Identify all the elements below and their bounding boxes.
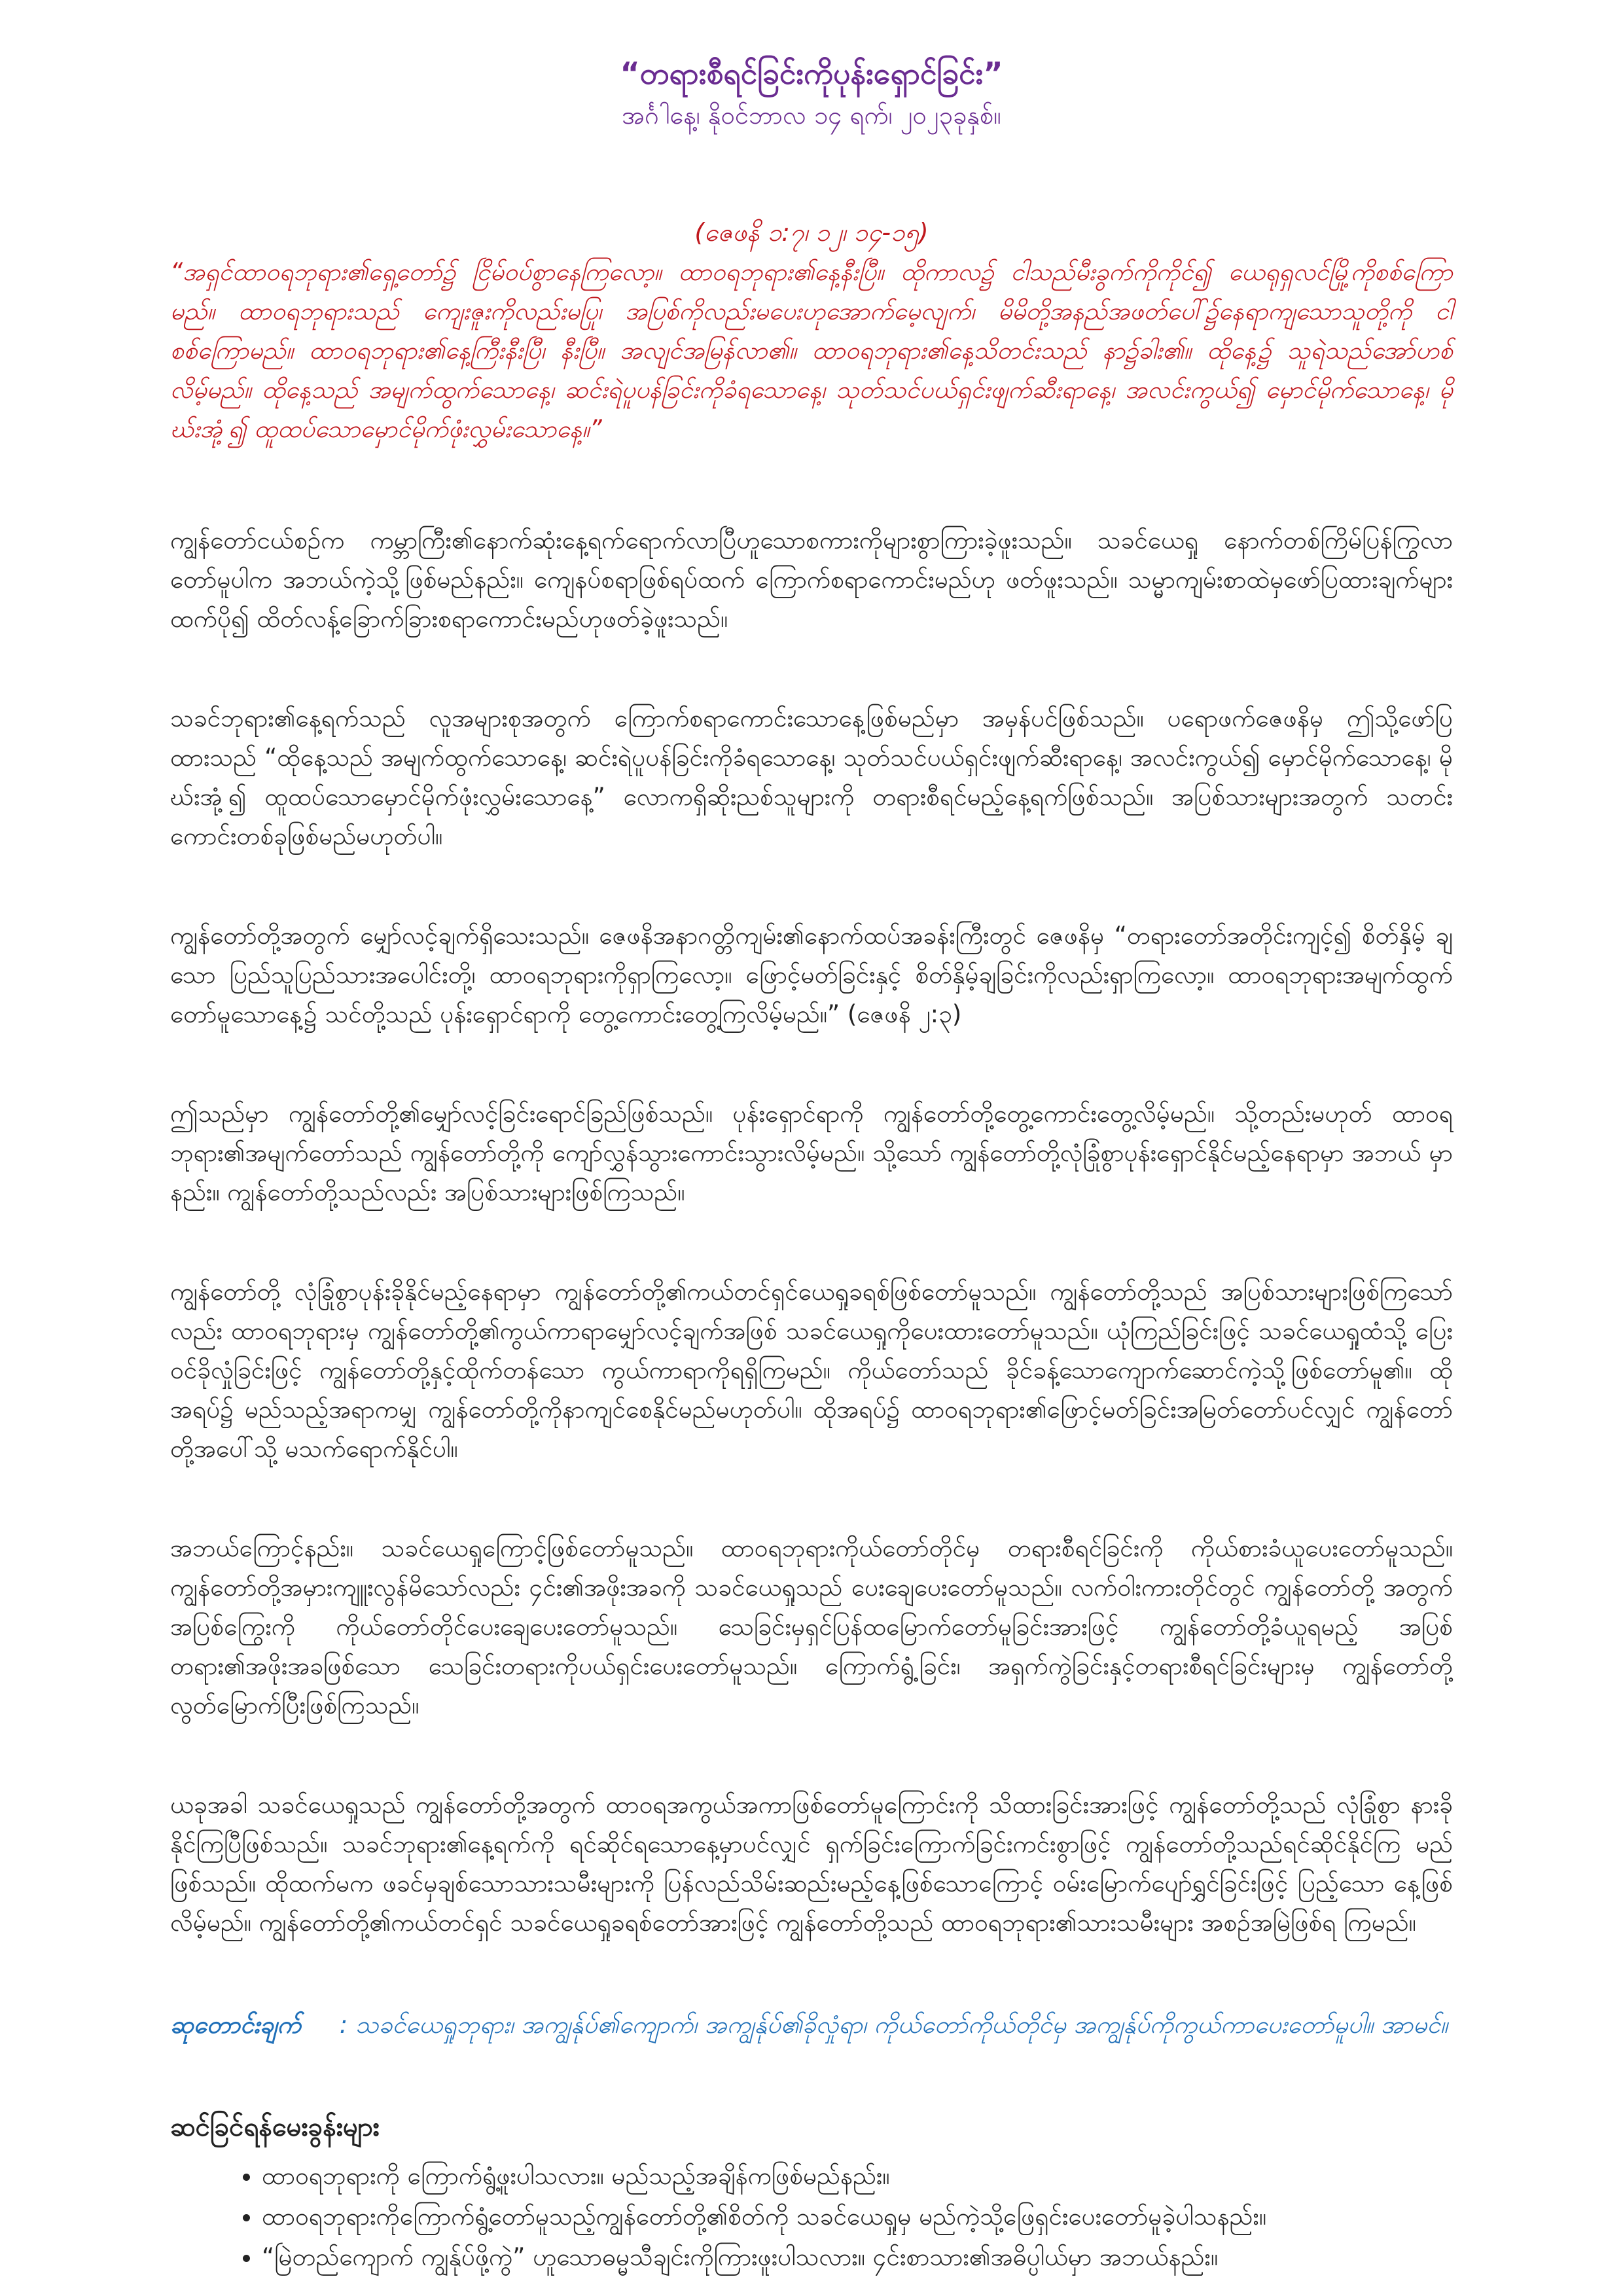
body-paragraph-4: ဤသည်မှာ ကျွန်တော်တို့၏မျှော်လင့်ခြင်းရောင်ခြည်ဖြစ်သည်။ ပုန်းရှောင်ရာကို ကျွန်တော်တို့တွေ့ကောင်းတွေ့လိမ့်မည်။ သို့တည်းမဟုတ် ထာဝရ ဘုရား၏အမျက်တော်သည် ကျွန်တော်တို့ကို ကျော်လွှန်သွားကောင်းသွားလိမ့်မည်။ သို့သော် ကျွန်တော်တို့လုံခြုံစွာပုန်းရှောင်နိုင်မည့်နေရာမှာ အဘယ် မှာနည်း။ ကျွန်တော်တို့သည်လည်း အပြစ်သားများဖြစ်ကြသည်။	[170, 1100, 1453, 1206]
question-item-2: • ထာဝရဘုရားကိုကြောက်ရွံ့တော်မူသည့်ကျွန်တော်တို့၏စိတ်ကို သခင်ယေရှုမှ မည်ကဲ့သို့ဖြေရှင်းပေးတော်မူခဲ့ပါသနည်း။	[262, 2197, 1453, 2237]
prayer-summary	[170, 2005, 1453, 2045]
prayer-label: ဆုတောင်းချက်	[170, 2011, 301, 2039]
date-line: အင်္ဂါနေ့၊ နိုဝင်ဘာလ ၁၄ ရက်၊ ၂၀၂၃ခုနှစ်။	[622, 101, 1001, 130]
body-paragraph-6: အဘယ်ကြောင့်နည်း။ သခင်ယေရှုကြောင့်ဖြစ်တော်မူသည်။ ထာဝရဘုရားကိုယ်တော်တိုင်မှ တရားစီရင်ခြင်းကို ကိုယ်စားခံယူပေးတော်မူသည်။ ကျွန်တော်တို့အမှားကျူးလွန်မိသော်လည်း ၄င်း၏အဖိုးအခကို သခင်ယေရှုသည် ပေးချေပေးတော်မူသည်။ လက်ဝါးကားတိုင်တွင် ကျွန်တော်တို့ အတွက်အပြစ်ကြွေးကို ကိုယ်တော်တိုင်ပေးချေပေးတော်မူသည်။ သေခြင်းမှရှင်ပြန်ထမြောက်တော်မူခြင်းအားဖြင့် ကျွန်တော်တို့ခံယူရမည့် အပြစ် တရား၏အဖိုးအခဖြစ်သော သေခြင်းတရားကိုပယ်ရှင်းပေးတော်မူသည်။ ကြောက်ရွံ့ခြင်း၊ အရှက်ကွဲခြင်းနှင့်တရားစီရင်ခြင်းများမှ ကျွန်တော်တို့ လွတ်မြောက်ပြီးဖြစ်ကြသည်။	[170, 1534, 1453, 1719]
question-item-3: • “မြဲတည်ကျောက် ကျွန်ုပ်ဖို့ကွဲ” ဟူသောဓမ္မသီချင်းကိုကြားဖူးပါသလား။ ၄င်းစာသား၏အဓိပ္ပါယ်မှာ အဘယ်နည်း။	[262, 2237, 1453, 2278]
scripture-reference: (ဇေဖနိ ၁:၇၊ ၁၂၊ ၁၄-၁၅)	[694, 218, 929, 247]
body-paragraph-2: သခင်ဘုရား၏နေ့ရက်သည် လူအများစုအတွက် ကြောက်စရာကောင်းသောနေ့ဖြစ်မည်မှာ အမှန်ပင်ဖြစ်သည်။ ပရောဖက်ဇေဖနိမှ ဤသို့ဖော်ပြ ထားသည် “ထိုနေ့သည် အမျက်ထွက်သောနေ့၊ ဆင်းရဲပူပန်ခြင်းကိုခံရသောနေ့၊ သုတ်သင်ပယ်ရှင်းဖျက်ဆီးရာနေ့၊ အလင်းကွယ်၍ မှောင်မိုက်သောနေ့၊ မိုဃ်းအုံ့၍ ထူထပ်သောမှောင်မိုက်ဖုံးလွှမ်းသောနေ့” လောကရှိဆိုးညစ်သူများကို တရားစီရင်မည့်နေ့ရက်ဖြစ်သည်။ အပြစ်သားများအတွက် သတင်း ကောင်းတစ်ခုဖြစ်မည်မဟုတ်ပါ။	[170, 704, 1453, 850]
question-item-1: • ထာဝရဘုရားကို ကြောက်ရွံ့ဖူးပါသလား။ မည်သည့်အချိန်ကဖြစ်မည်နည်း။	[262, 2156, 1453, 2197]
questions-heading: ဆင်ခြင်ရန်မေးခွန်းများ	[170, 2112, 380, 2142]
page-title: “တရားစီရင်ခြင်းကိုပုန်းရှောင်ခြင်း”	[620, 56, 1003, 91]
questions-list	[170, 2156, 1453, 2278]
body-paragraph-1: ကျွန်တော်ငယ်စဉ်က ကမ္ဘာကြီး၏နောက်ဆုံးနေ့ရက်ရောက်လာပြီဟူသောစကားကိုများစွာကြားခဲ့ဖူးသည်။ သခင်ယေရှု နောက်တစ်ကြိမ်ပြန်ကြွလာ တော်မူပါက အဘယ်ကဲ့သို့ဖြစ်မည်နည်း။ ကျေနပ်စရာဖြစ်ရပ်ထက် ကြောက်စရာကောင်းမည်ဟု ဖတ်ဖူးသည်။ သမ္မာကျမ်းစာထဲမှဖော်ပြထားချက်များ ထက်ပို၍ ထိတ်လန့်ခြောက်ခြားစရာကောင်းမည်ဟုဖတ်ခဲ့ဖူးသည်။	[170, 526, 1453, 633]
body-paragraph-5: ကျွန်တော်တို့ လုံခြုံစွာပုန်းခိုနိုင်မည့်နေရာမှာ ကျွန်တော်တို့၏ကယ်တင်ရှင်ယေရှုခရစ်ဖြစ်တော်မူသည်။ ကျွန်တော်တို့သည် အပြစ်သားများဖြစ်ကြသော် လည်း ထာဝရဘုရားမှ ကျွန်တော်တို့၏ကွယ်ကာရာမျှော်လင့်ချက်အဖြစ် သခင်ယေရှုကိုပေးထားတော်မူသည်။ ယုံကြည်ခြင်းဖြင့် သခင်ယေရှုထံသို့ ပြေးဝင်ခိုလှုံခြင်းဖြင့် ကျွန်တော်တို့နှင့်ထိုက်တန်သော ကွယ်ကာရာကိုရရှိကြမည်။ ကိုယ်တော်သည် ခိုင်ခန့်သောကျောက်ဆောင်ကဲ့သို့ဖြစ်တော်မူ၏။ ထိုအရပ်၌ မည်သည့်အရာကမျှ ကျွန်တော်တို့ကိုနာကျင်စေနိုင်မည်မဟုတ်ပါ။ ထိုအရပ်၌ ထာဝရဘုရား၏ဖြောင့်မတ်ခြင်းအမြတ်တော်ပင်လျှင် ကျွန်တော်တို့အပေါ်သို့ မသက်ရောက်နိုင်ပါ။	[170, 1278, 1454, 1463]
body-paragraph-7: ယခုအခါ သခင်ယေရှုသည် ကျွန်တော်တို့အတွက် ထာဝရအကွယ်အကာဖြစ်တော်မူကြောင်းကို သိထားခြင်းအားဖြင့် ကျွန်တော်တို့သည် လုံခြုံစွာ နားခိုနိုင်ကြပြီဖြစ်သည်။ သခင်ဘုရား၏နေ့ရက်ကို ရင်ဆိုင်ရသောနေ့မှာပင်လျှင် ရှက်ခြင်းကြောက်ခြင်းကင်းစွာဖြင့် ကျွန်တော်တို့သည်ရင်ဆိုင်နိုင်ကြ မည်ဖြစ်သည်။ ထိုထက်မက ဖခင်မှချစ်သောသားသမီးများကို ပြန်လည်သိမ်းဆည်းမည့်နေ့ဖြစ်သောကြောင့် ဝမ်းမြောက်ပျော်ရွှင်ခြင်းဖြင့် ပြည့်သော နေ့ဖြစ်လိမ့်မည်။ ကျွန်တော်တို့၏ကယ်တင်ရှင် သခင်ယေရှုခရစ်တော်အားဖြင့် ကျွန်တော်တို့သည် ထာဝရဘုရား၏သားသမီးများ အစဉ်အမြဲဖြစ်ရ ကြမည်။	[170, 1791, 1453, 1937]
scripture-quote: “အရှင်ထာဝရဘုရား၏ရှေ့တော်၌ ငြိမ်ဝပ်စွာနေကြလော့။ ထာဝရဘုရား၏နေ့နီးပြီ။ ထိုကာလ၌ ငါသည်မီးခွက်ကိုကိုင်၍ ယေရုရှလင်မြို့ကိုစစ်ကြော မည်။ ထာဝရဘုရားသည် ကျေးဇူးကိုလည်းမပြု၊ အပြစ်ကိုလည်းမပေးဟုအောက်မေ့လျက်၊ မိမိတို့အနည်အဖတ်ပေါ်၌နေရာကျသောသူတို့ကို ငါ စစ်ကြောမည်။ ထာဝရဘုရား၏နေ့ကြီးနီးပြီ၊ နီးပြီ။ အလျင်အမြန်လာ၏။ ထာဝရဘုရား၏နေ့သိတင်းသည် နာ၌ခါး၏။ ထိုနေ့၌ သူရဲသည်အော်ဟစ် လိမ့်မည်။ ထိုနေ့သည် အမျက်ထွက်သောနေ့၊ ဆင်းရဲပူပန်ခြင်းကိုခံရသောနေ့၊ သုတ်သင်ပယ်ရှင်းဖျက်ဆီးရာနေ့၊ အလင်းကွယ်၍ မှောင်မိုက်သောနေ့၊ မိုဃ်းအုံ့၍ ထူထပ်သောမှောင်မိုက်ဖုံးလွှမ်းသောနေ့။”	[170, 258, 1453, 443]
prayer-text: : သခင်ယေရှုဘုရား၊ အကျွန်ုပ်၏ကျောက်၊ အကျွန်ုပ်၏ခိုလှုံရာ၊ ကိုယ်တော်ကိုယ်တိုင်မှ အကျွန်ုပ်ကိုကွယ်ကာပေးတော်မူပါ။ အာမင်။	[339, 2011, 1448, 2039]
body-paragraph-3: ကျွန်တော်တို့အတွက် မျှော်လင့်ချက်ရှိသေးသည်။ ဇေဖနိအနာဂတ္တိကျမ်း၏နောက်ထပ်အခန်းကြီးတွင် ဇေဖနိမှ “တရားတော်အတိုင်းကျင့်၍ စိတ်နှိမ့် ချသော ပြည်သူပြည်သားအပေါင်းတို့၊ ထာဝရဘုရားကိုရှာကြလော့။ ဖြောင့်မတ်ခြင်းနှင့် စိတ်နှိမ့်ချခြင်းကိုလည်းရှာကြလော့။ ထာဝရဘုရားအမျက်ထွက် တော်မူသောနေ့၌ သင်တို့သည် ပုန်းရှောင်ရာကို တွေ့ကောင်းတွေ့ကြလိမ့်မည်။” (ဇေဖနိ ၂:၃)	[170, 922, 1453, 1028]
